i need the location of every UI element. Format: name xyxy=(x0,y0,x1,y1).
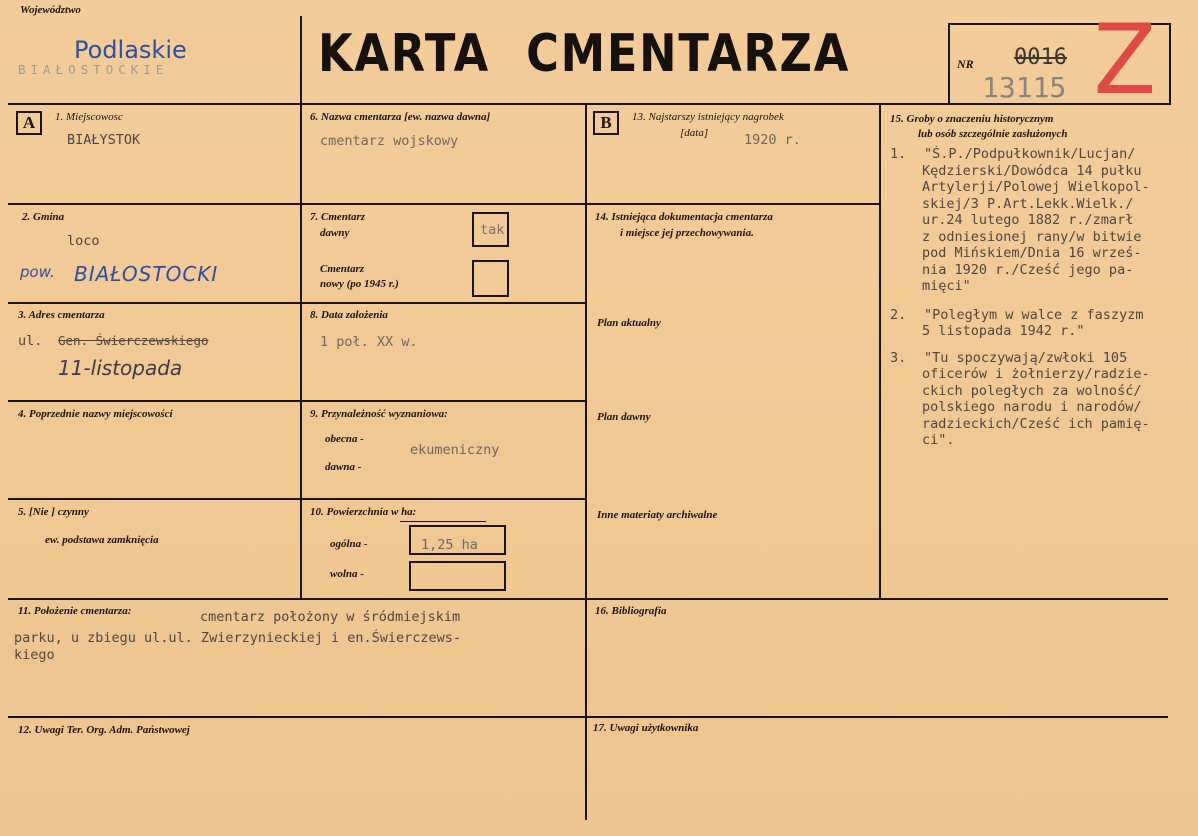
wolna-box xyxy=(409,561,506,591)
data-zalozenia-label: 8. Data założenia xyxy=(310,309,388,321)
nazwa-cmentarza-value: cmentarz wojskowy xyxy=(320,133,459,149)
obecna-label: obecna - xyxy=(325,433,364,445)
pow-prefix: pow. xyxy=(20,263,55,281)
dawny-value: tak xyxy=(480,222,505,238)
miejscowosc-value: BIAŁYSTOK xyxy=(67,132,141,148)
uwagi-label: 12. Uwagi Ter. Org. Adm. Państwowej xyxy=(18,724,190,736)
divider-row-b1 xyxy=(587,203,881,205)
divider-row-a4 xyxy=(8,498,587,500)
grave-entry-line: 5 listopada 1942 r." xyxy=(922,323,1085,339)
polozenie-line-1: cmentarz położony w śródmiejskim xyxy=(200,609,461,625)
adres-label: 3. Adres cmentarza xyxy=(18,309,105,321)
powierzchnia-label: 10. Powierzchnia w ha: xyxy=(310,506,417,518)
cmentarz-dawny-label-1: 7. Cmentarz xyxy=(310,211,366,223)
grave-entry-number: 3. xyxy=(890,349,907,366)
groby-entries xyxy=(882,146,1168,450)
cmentarz-nowy-label-1: Cmentarz xyxy=(320,263,365,275)
adres-old-street: Gen. Świerczewskiego xyxy=(58,333,209,348)
nr-current-number: 13115 xyxy=(982,71,1067,104)
polozenie-line-3: kiego xyxy=(14,647,55,663)
grave-entry-line: pod Mińskiem/Dnia 16 wrześ- xyxy=(922,245,1142,261)
nowy-checkbox xyxy=(472,260,509,297)
section-a-letter: A xyxy=(16,111,42,135)
divider-col-2 xyxy=(585,104,587,820)
grave-entry xyxy=(882,146,1168,295)
groby-label-2: lub osób szczególnie zasłużonych xyxy=(918,128,1068,140)
grave-entry-line: "Poległym w walce z faszyzm xyxy=(924,306,1144,323)
adres-prefix: ul. xyxy=(18,333,43,349)
wolna-label: wolna - xyxy=(330,568,364,580)
voivodeship-label: Województwo xyxy=(20,4,81,16)
adres-new-street: 11-listopada xyxy=(58,356,183,380)
groby-label-1: 15. Groby o znaczeniu historycznym xyxy=(890,113,1054,125)
gmina-label: 2. Gmina xyxy=(22,211,65,223)
grave-entry-line: mięci" xyxy=(922,278,971,294)
voivodeship-typed: BIAŁOSTOCKIE xyxy=(18,62,169,77)
nazwa-cmentarza-label: 6. Nazwa cmentarza [ew. nazwa dawna] xyxy=(310,111,491,123)
dawna-label: dawna - xyxy=(325,461,362,473)
card-title: KARTA CMENTARZA xyxy=(318,24,851,84)
polozenie-label: 11. Położenie cmentarza: xyxy=(18,605,132,617)
grave-entry-line: "Tu spoczywają/zwłoki 105 xyxy=(924,349,1128,366)
nagrobek-value: 1920 r. xyxy=(744,132,801,148)
pow-value: BIAŁOSTOCKI xyxy=(74,262,219,286)
grave-entry-line: polskiego narodu i narodów/ xyxy=(922,399,1142,415)
grave-entry-line: ur.24 lutego 1882 r./zmarł xyxy=(922,212,1134,228)
nagrobek-label-1: 13. Najstarszy istniejący nagrobek xyxy=(632,111,784,123)
inne-materialy-label: Inne materiaty archiwalne xyxy=(597,509,718,521)
grave-entry-number: 2. xyxy=(890,306,907,323)
uwagi-uzytkownika-label: 17. Uwagi użytkownika xyxy=(593,722,699,734)
divider-col-1 xyxy=(300,104,302,598)
divider-col-3 xyxy=(879,104,881,598)
przynaleznosc-label: 9. Przynależność wyznaniowa: xyxy=(310,408,448,420)
grave-entry-line: ci". xyxy=(922,432,955,448)
cmentarz-nowy-label-2: nowy (po 1945 r.) xyxy=(320,278,399,290)
nr-old-number: 0016 xyxy=(1014,45,1067,70)
divider-row-a2 xyxy=(8,302,587,304)
bibliografia-label: 16. Bibliografia xyxy=(595,605,667,617)
poprzednie-nazwy-label: 4. Poprzednie nazwy miejscowości xyxy=(18,408,173,420)
section-b-letter: B xyxy=(593,111,619,135)
category-stamp-z: Z xyxy=(1093,4,1157,116)
plan-dawny-label: Plan dawny xyxy=(597,411,651,423)
nr-label: NR xyxy=(957,57,974,71)
grave-entry-line: z odniesionej rany/w bitwie xyxy=(922,228,1142,245)
divider-header-left xyxy=(300,16,302,104)
divider-row-a1 xyxy=(8,203,587,205)
grave-entry-line: radzieckich/Cześć ich pamię- xyxy=(922,415,1150,432)
ogolna-value: 1,25 ha xyxy=(421,537,478,553)
nagrobek-label-2: [data] xyxy=(680,127,709,139)
grave-entry-line: Kędzierski/Dowódca 14 pułku xyxy=(922,162,1142,179)
przynaleznosc-value: ekumeniczny xyxy=(410,442,500,458)
plan-aktualny-label: Plan aktualny xyxy=(597,317,661,329)
grave-entry-line: ckich poległych za wolność/ xyxy=(922,382,1142,399)
ogolna-label: ogólna - xyxy=(330,538,368,550)
dokumentacja-label-1: 14. Istniejąca dokumentacja cmentarza xyxy=(595,211,773,223)
polozenie-line-2: parku, u zbiegu ul.ul. Zwierzynieckiej i en.Świerczews- xyxy=(14,630,462,646)
divider-row-a3 xyxy=(8,400,587,402)
dokumentacja-label-2: i miejsce jej przechowywania. xyxy=(620,227,754,239)
miejscowosc-label: 1. Miejscowosc xyxy=(55,111,123,123)
grave-entry-line: Artylerji/Polowej Wielkopol- xyxy=(922,179,1150,195)
powierzchnia-underline xyxy=(400,521,486,522)
czynny-label: 5. [Nie ] czynny xyxy=(18,506,89,518)
voivodeship-handwritten: Podlaskie xyxy=(74,36,187,64)
grave-entry-number: 1. xyxy=(890,146,907,162)
zamkniecie-label: ew. podstawa zamknięcia xyxy=(45,534,159,546)
grave-entry-line: nia 1920 r./Cześć jego pa- xyxy=(922,261,1134,278)
divider-row-bottom xyxy=(8,716,1168,718)
grave-entry xyxy=(882,350,1168,449)
grave-entry xyxy=(882,307,1168,340)
grave-entry-line: "Ś.P./Podpułkownik/Lucjan/ xyxy=(924,146,1136,162)
divider-row-main xyxy=(8,598,1168,600)
grave-entry-line: skiej/3 P.Art.Lekk.Wielk./ xyxy=(922,195,1134,212)
grave-entry-line: oficerów i żołnierzy/radzie- xyxy=(922,366,1150,382)
gmina-value: loco xyxy=(67,233,100,249)
data-zalozenia-value: 1 poł. XX w. xyxy=(320,334,418,350)
cmentarz-dawny-label-2: dawny xyxy=(320,227,350,239)
